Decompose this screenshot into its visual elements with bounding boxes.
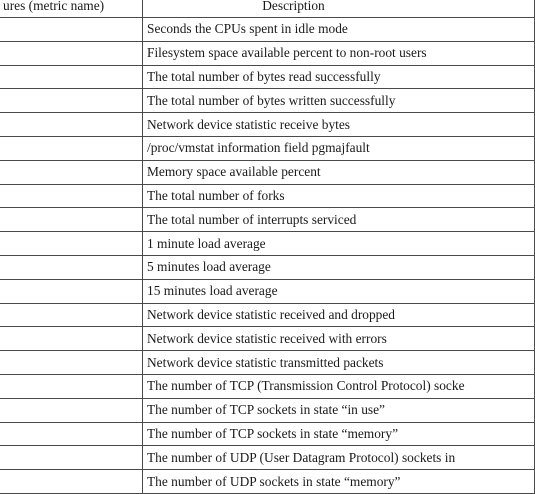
metric-name-cell [0, 208, 143, 232]
table-row [0, 136, 535, 160]
metric-name-cell [0, 398, 143, 422]
description-cell: Network device statistic transmitted packets [143, 351, 535, 375]
metric-name-cell [0, 303, 143, 327]
table-row [0, 351, 535, 375]
description-cell: The total number of interrupts serviced [143, 208, 535, 232]
metric-name-cell [0, 374, 143, 398]
description-cell: The number of UDP sockets in state “memory” [143, 470, 535, 494]
description-cell: Network device statistic received and dropped [143, 303, 535, 327]
table-row [0, 18, 535, 42]
table-row [0, 113, 535, 137]
metric-name-cell [0, 232, 143, 256]
description-cell: The number of TCP sockets in state “memory” [143, 422, 535, 446]
table-row [0, 470, 535, 494]
table-row [0, 41, 535, 65]
metric-name-cell [0, 422, 143, 446]
table-row [0, 184, 535, 208]
description-cell: The number of TCP sockets in state “in use” [143, 398, 535, 422]
metric-name-cell [0, 327, 143, 351]
metric-name-cell [0, 18, 143, 42]
metric-name-cell [0, 446, 143, 470]
table-row [0, 65, 535, 89]
metric-name-cell [0, 279, 143, 303]
table-row [0, 160, 535, 184]
table-row [0, 89, 535, 113]
metric-name-cell [0, 255, 143, 279]
table-row [0, 398, 535, 422]
description-cell: The number of UDP (User Datagram Protocol) sockets in [143, 446, 535, 470]
metric-name-cell [0, 160, 143, 184]
metric-name-cell [0, 136, 143, 160]
description-cell: Filesystem space available percent to non-root users [143, 41, 535, 65]
table-header-row [0, 0, 535, 18]
table-row [0, 327, 535, 351]
table-row [0, 255, 535, 279]
description-cell: Network device statistic receive bytes [143, 113, 535, 137]
table-row [0, 232, 535, 256]
description-cell: The number of TCP (Transmission Control Protocol) socke [143, 374, 535, 398]
description-cell: The total number of bytes read successfully [143, 65, 535, 89]
table-row [0, 374, 535, 398]
metric-name-cell [0, 470, 143, 494]
description-cell: Network device statistic received with errors [143, 327, 535, 351]
table-row [0, 303, 535, 327]
metric-name-cell [0, 351, 143, 375]
description-cell: /proc/vmstat information field pgmajfault [143, 136, 535, 160]
description-cell: 15 minutes load average [143, 279, 535, 303]
metric-name-cell [0, 65, 143, 89]
description-cell: Memory space available percent [143, 160, 535, 184]
metric-name-header: ures (metric name) [0, 0, 143, 18]
description-header: Description [143, 0, 535, 18]
description-cell: 5 minutes load average [143, 255, 535, 279]
description-cell: Seconds the CPUs spent in idle mode [143, 18, 535, 42]
table-row [0, 422, 535, 446]
table-row [0, 279, 535, 303]
metric-name-cell [0, 41, 143, 65]
table-row [0, 446, 535, 470]
description-cell: The total number of bytes written successfully [143, 89, 535, 113]
metric-name-cell [0, 184, 143, 208]
description-cell: The total number of forks [143, 184, 535, 208]
table-body [0, 18, 535, 494]
table-row [0, 208, 535, 232]
description-cell: 1 minute load average [143, 232, 535, 256]
metric-name-cell [0, 113, 143, 137]
metric-name-cell [0, 89, 143, 113]
